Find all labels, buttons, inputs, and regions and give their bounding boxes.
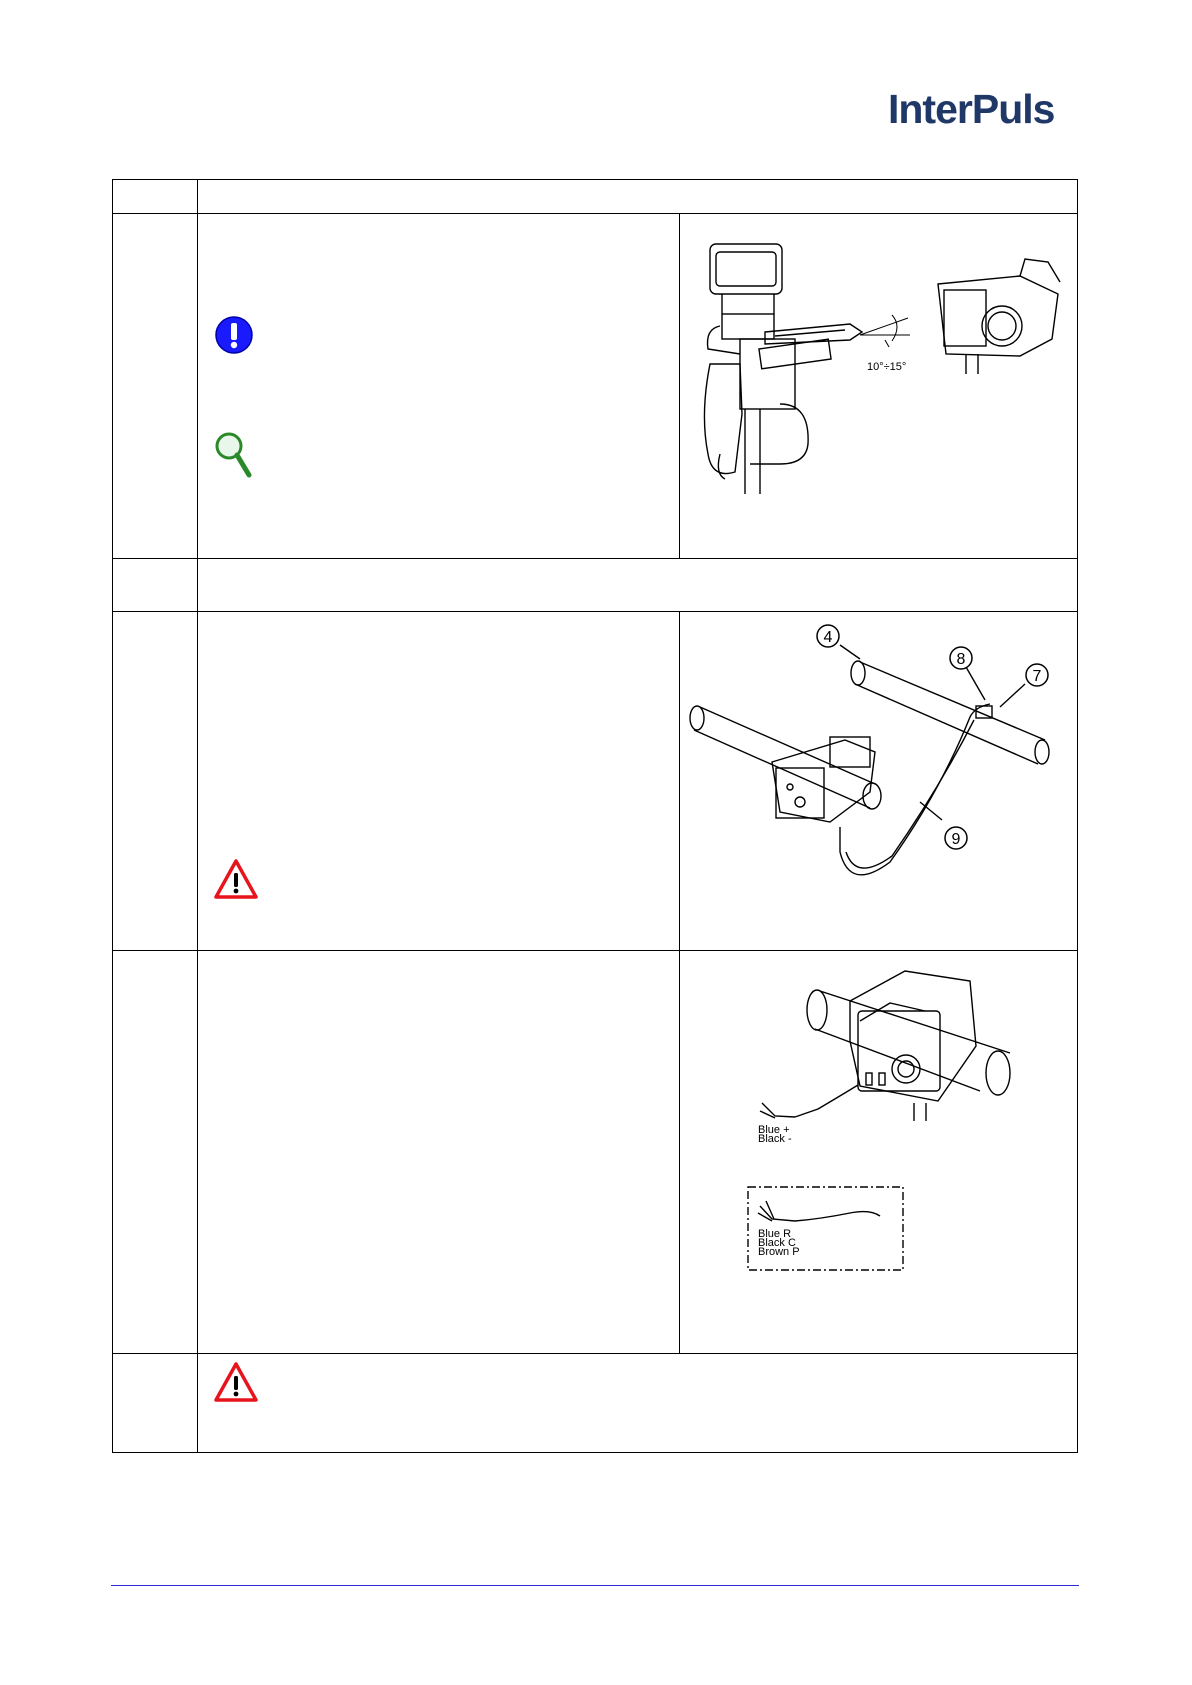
callout-7: 7: [1032, 668, 1042, 685]
table-row: [113, 559, 1078, 612]
wire-label-blue: Blue +: [758, 1124, 790, 1136]
table-header-row: [113, 180, 1078, 214]
step-cell: [113, 559, 198, 612]
text-cell: [198, 1354, 1078, 1453]
angle-label: 10°÷15°: [867, 361, 907, 373]
warning-triangle-icon: [213, 858, 259, 900]
callout-4: 4: [823, 629, 833, 646]
interpuls-logo: InterPuls: [888, 86, 1055, 132]
wire-label-blue-r: Blue R: [758, 1228, 792, 1240]
table-row: [113, 612, 1078, 951]
milking-unit-angle-drawing: [680, 214, 1075, 554]
text-cell: [198, 214, 680, 559]
figure-cell: [680, 214, 1078, 559]
figure-cell: [680, 612, 1078, 951]
table-row: [113, 951, 1078, 1354]
wiring-drawing: [680, 951, 1075, 1351]
step-cell: [113, 612, 198, 951]
step-cell: [113, 951, 198, 1354]
text-cell: [198, 951, 680, 1354]
wire-label-black-c: Black C: [758, 1237, 796, 1249]
instruction-table: [112, 179, 1078, 1453]
table-row: [113, 214, 1078, 559]
magnifier-icon: [214, 431, 254, 481]
header-step-cell: [113, 180, 198, 214]
text-cell: [198, 612, 680, 951]
callout-8: 8: [956, 651, 966, 668]
text-cell: [198, 559, 1078, 612]
step-cell: [113, 1354, 198, 1453]
hose-routing-drawing: [680, 612, 1075, 947]
header-description-cell: [198, 180, 1078, 214]
wire-label-brown-p: Brown P: [758, 1246, 800, 1258]
table-row: [113, 1354, 1078, 1453]
info-exclamation-icon: [214, 315, 254, 355]
wire-label-black: Black -: [758, 1133, 792, 1145]
callout-9: 9: [951, 831, 961, 848]
figure-cell: [680, 951, 1078, 1354]
step-cell: [113, 214, 198, 559]
footer-rule: [111, 1585, 1079, 1586]
warning-triangle-icon: [213, 1361, 259, 1403]
